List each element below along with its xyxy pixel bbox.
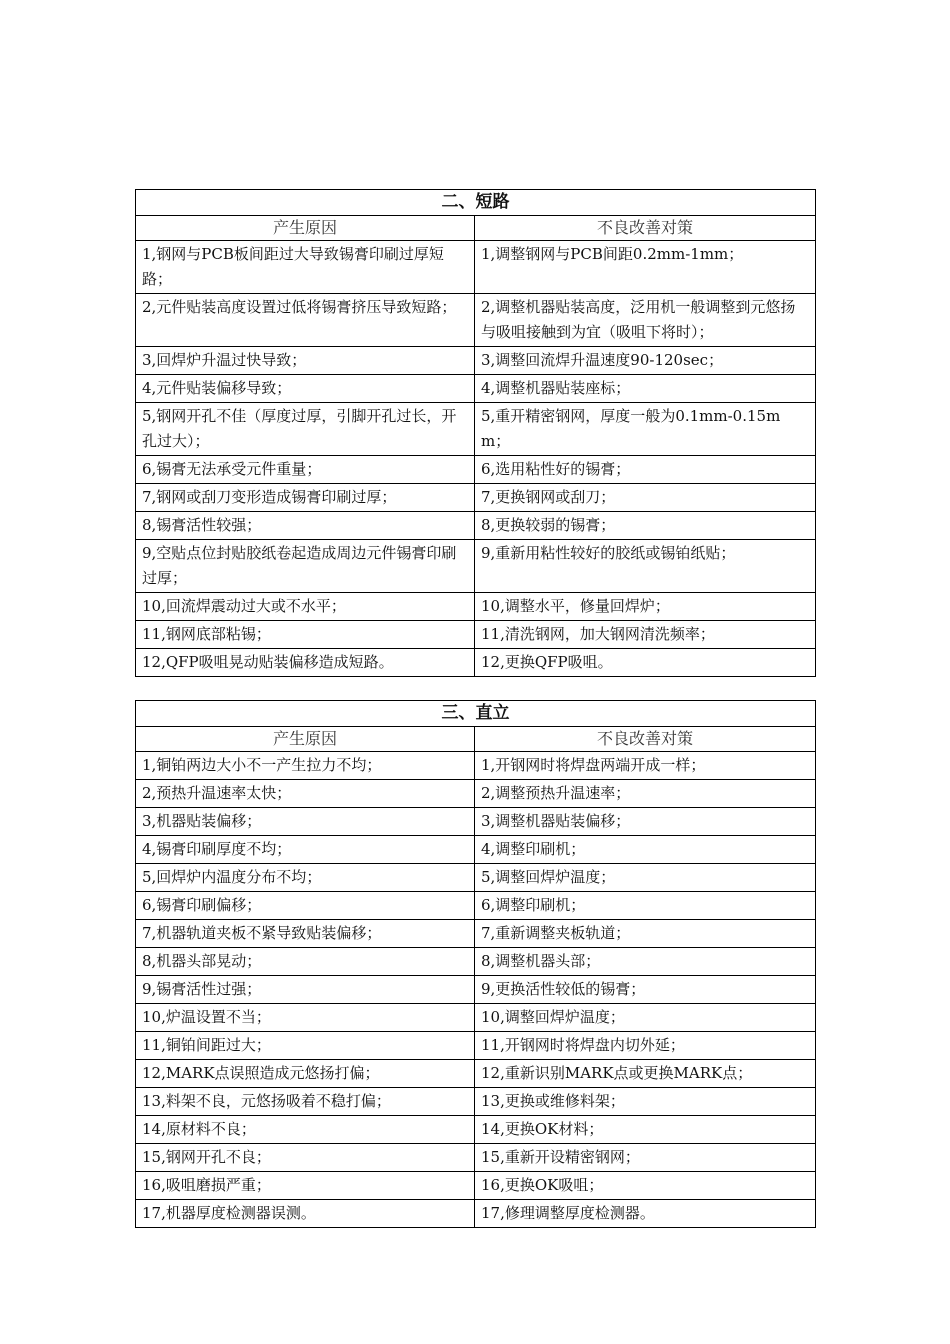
cause-cell: 4,锡膏印刷厚度不均； bbox=[136, 836, 475, 863]
cause-cell: 17,机器厚度检测器误测。 bbox=[136, 1200, 475, 1227]
cause-cell: 1,铜铂两边大小不一产生拉力不均； bbox=[136, 752, 475, 779]
fix-cell: 6,选用粘性好的锡膏； bbox=[481, 460, 631, 478]
cause-cell: 13,料架不良，元悠扬吸着不稳打偏； bbox=[136, 1088, 475, 1115]
cause-cell: 15,钢网开孔不良； bbox=[136, 1144, 475, 1171]
cause-cell: 7,钢网或刮刀变形造成锡膏印刷过厚； bbox=[136, 484, 475, 511]
table-row bbox=[136, 948, 815, 976]
table-row bbox=[136, 294, 815, 347]
fix-cell: 13,更换或维修料架； bbox=[481, 1092, 625, 1110]
fix-cell: 9,重新用粘性较好的胶纸或锡铂纸贴； bbox=[481, 544, 736, 562]
table-row bbox=[136, 1116, 815, 1144]
fix-cell: 11,开钢网时将焊盘内切外延； bbox=[481, 1036, 685, 1054]
table-row bbox=[136, 1144, 815, 1172]
cause-cell: 4,元件贴装偏移导致； bbox=[136, 375, 475, 402]
table-row bbox=[136, 375, 815, 403]
fix-cell: 5,调整回焊炉温度； bbox=[481, 868, 616, 886]
table-row bbox=[136, 1060, 815, 1088]
cause-cell: 11,铜铂间距过大； bbox=[136, 1032, 475, 1059]
table-row bbox=[136, 864, 815, 892]
cause-cell: 9,锡膏活性过强； bbox=[136, 976, 475, 1003]
fix-cell: 10,调整水平，修量回焊炉； bbox=[481, 597, 670, 615]
table-row bbox=[136, 976, 815, 1004]
fix-cell: 12,更换QFP吸咀。 bbox=[481, 653, 613, 671]
table-row bbox=[136, 593, 815, 621]
fix-cell: 1,调整钢网与PCB间距0.2mm-1mm； bbox=[481, 245, 744, 263]
table-row bbox=[136, 752, 815, 780]
cause-cell: 8,机器头部晃动； bbox=[136, 948, 475, 975]
fix-cell: 10,调整回焊炉温度； bbox=[481, 1008, 625, 1026]
cause-cell: 7,机器轨道夹板不紧导致贴装偏移； bbox=[136, 920, 475, 947]
fix-cell: 12,重新识别MARK点或更换MARK点； bbox=[481, 1064, 753, 1082]
cause-cell: 6,锡膏印刷偏移； bbox=[136, 892, 475, 919]
fix-cell: 3,调整回流焊升温速度90-120sec； bbox=[481, 351, 724, 369]
table-row bbox=[136, 836, 815, 864]
table-row bbox=[136, 808, 815, 836]
cause-cell: 5,钢网开孔不佳（厚度过厚，引脚开孔过长，开孔过大）； bbox=[136, 403, 475, 455]
table-header-row bbox=[136, 216, 815, 241]
table-row bbox=[136, 1032, 815, 1060]
cause-cell: 5,回焊炉内温度分布不均； bbox=[136, 864, 475, 891]
short-circuit-table bbox=[135, 189, 816, 677]
cause-cell: 2,元件贴装高度设置过低将锡膏挤压导致短路； bbox=[136, 294, 475, 346]
cause-cell: 11,钢网底部粘锡； bbox=[136, 621, 475, 648]
cause-cell: 8,锡膏活性较强； bbox=[136, 512, 475, 539]
fix-cell: 4,调整机器贴装座标； bbox=[481, 379, 631, 397]
cause-cell: 6,锡膏无法承受元件重量； bbox=[136, 456, 475, 483]
table-row bbox=[136, 456, 815, 484]
fix-cell: 7,重新调整夹板轨道； bbox=[481, 924, 631, 942]
column-header-cause: 产生原因 bbox=[136, 727, 475, 751]
cause-cell: 3,回焊炉升温过快导致； bbox=[136, 347, 475, 374]
fix-cell: 1,开钢网时将焊盘两端开成一样； bbox=[481, 756, 706, 774]
cause-cell: 10,回流焊震动过大或不水平； bbox=[136, 593, 475, 620]
cause-cell: 9,空贴点位封贴胶纸卷起造成周边元件锡膏印刷过厚； bbox=[136, 540, 475, 592]
table-row bbox=[136, 1088, 815, 1116]
table-row bbox=[136, 1200, 815, 1227]
fix-cell: 4,调整印刷机； bbox=[481, 840, 586, 858]
table-row bbox=[136, 780, 815, 808]
table-body bbox=[136, 752, 815, 1227]
column-header-cause: 产生原因 bbox=[136, 216, 475, 240]
fix-cell: 8,更换较弱的锡膏； bbox=[481, 516, 616, 534]
column-header-fix: 不良改善对策 bbox=[596, 218, 693, 237]
table-row bbox=[136, 892, 815, 920]
cause-cell: 12,QFP吸咀晃动贴装偏移造成短路。 bbox=[136, 649, 475, 676]
table-row bbox=[136, 484, 815, 512]
fix-cell: 9,更换活性较低的锡膏； bbox=[481, 980, 646, 998]
table-row bbox=[136, 241, 815, 294]
table-row bbox=[136, 649, 815, 676]
fix-cell: 5,重开精密钢网，厚度一般为0.1mm-0.15mm； bbox=[481, 407, 781, 450]
cause-cell: 10,炉温设置不当； bbox=[136, 1004, 475, 1031]
table-row bbox=[136, 540, 815, 593]
fix-cell: 7,更换钢网或刮刀； bbox=[481, 488, 616, 506]
table-row bbox=[136, 1172, 815, 1200]
fix-cell: 16,更换OK吸咀； bbox=[481, 1176, 604, 1194]
fix-cell: 2,调整机器贴装高度，泛用机一般调整到元悠扬与吸咀接触到为宜（吸咀下将时）； bbox=[481, 298, 796, 341]
table-row bbox=[136, 403, 815, 456]
column-header-fix: 不良改善对策 bbox=[596, 729, 693, 748]
table-row bbox=[136, 347, 815, 375]
table-row bbox=[136, 512, 815, 540]
fix-cell: 17,修理调整厚度检测器。 bbox=[481, 1204, 655, 1222]
fix-cell: 14,更换OK材料； bbox=[481, 1120, 604, 1138]
cause-cell: 3,机器贴装偏移； bbox=[136, 808, 475, 835]
fix-cell: 11,清洗钢网，加大钢网清洗频率； bbox=[481, 625, 715, 643]
fix-cell: 15,重新开设精密钢网； bbox=[481, 1148, 640, 1166]
fix-cell: 6,调整印刷机； bbox=[481, 896, 586, 914]
cause-cell: 1,钢网与PCB板间距过大导致锡膏印刷过厚短路； bbox=[136, 241, 475, 293]
table-row bbox=[136, 920, 815, 948]
cause-cell: 12,MARK点误照造成元悠扬打偏； bbox=[136, 1060, 475, 1087]
table-body bbox=[136, 241, 815, 676]
section-title: 二、短路 bbox=[136, 190, 815, 216]
fix-cell: 2,调整预热升温速率； bbox=[481, 784, 631, 802]
cause-cell: 16,吸咀磨损严重； bbox=[136, 1172, 475, 1199]
table-row bbox=[136, 621, 815, 649]
tombstone-table bbox=[135, 700, 816, 1228]
table-row bbox=[136, 1004, 815, 1032]
fix-cell: 8,调整机器头部； bbox=[481, 952, 601, 970]
cause-cell: 2,预热升温速率太快； bbox=[136, 780, 475, 807]
table-header-row bbox=[136, 727, 815, 752]
section-title: 三、直立 bbox=[136, 701, 815, 727]
cause-cell: 14,原材料不良； bbox=[136, 1116, 475, 1143]
fix-cell: 3,调整机器贴装偏移； bbox=[481, 812, 631, 830]
